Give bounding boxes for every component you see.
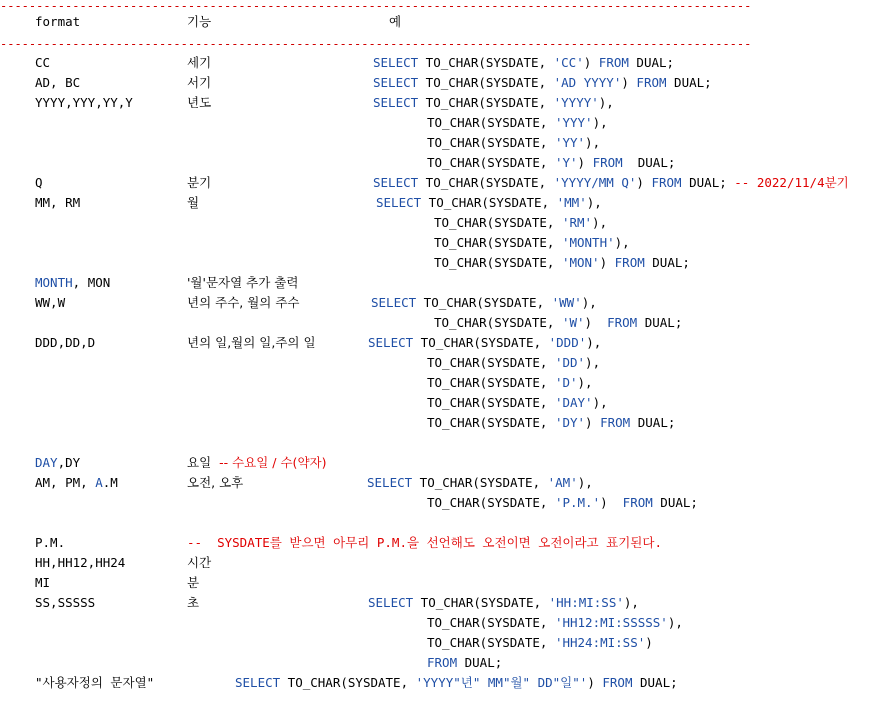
format-ad: AD, BC (35, 75, 81, 90)
format-month: MONTH, MON (35, 275, 111, 290)
feature-hh: 시간 (187, 555, 212, 570)
format-am: AM, PM, A.M (35, 475, 118, 490)
code-am-1: SELECT TO_CHAR(SYSDATE, 'AM'), (367, 475, 593, 490)
format-mm: MM, RM (35, 195, 81, 210)
format-yyyy: YYYY,YYY,YY,Y (35, 95, 133, 110)
code-ss-4: FROM DUAL; (427, 655, 503, 670)
comment-day: -- 수요일 / 수(약자) (219, 455, 327, 470)
feature-ss: 초 (187, 595, 200, 610)
comment-pm: -- SYSDATE를 받으면 아무리 P.M.을 선언해도 오전이면 오전이라고 표기된다. (187, 535, 662, 550)
code-mm-2: TO_CHAR(SYSDATE, 'RM'), (434, 215, 608, 230)
feature-am: 오전, 오후 (187, 475, 244, 490)
format-ss: SS,SSSSS (35, 595, 96, 610)
feature-ddd: 년의 일,월의 일,주의 일 (187, 335, 316, 350)
feature-mm: 월 (187, 195, 200, 210)
code-yyyy-1: SELECT TO_CHAR(SYSDATE, 'YYYY'), (373, 95, 614, 110)
code-mm-1: SELECT TO_CHAR(SYSDATE, 'MM'), (376, 195, 602, 210)
code-ww-1: SELECT TO_CHAR(SYSDATE, 'WW'), (371, 295, 597, 310)
feature-ad: 서기 (187, 75, 212, 90)
format-mi: MI (35, 575, 51, 590)
header-example: 예 (389, 14, 402, 29)
feature-day: 요일 -- 수요일 / 수(약자) (187, 455, 327, 470)
feature-q: 분기 (187, 175, 212, 190)
feature-cc: 세기 (187, 55, 212, 70)
code-ad: SELECT TO_CHAR(SYSDATE, 'AD YYYY') FROM DUAL; (373, 75, 712, 90)
top-divider: -------------------------------------------------------------------------------------------------------- (0, 0, 752, 13)
code-cc: SELECT TO_CHAR(SYSDATE, 'CC') FROM DUAL; (373, 55, 675, 70)
format-custom: "사용자정의 문자열" (35, 675, 155, 690)
feature-ww: 년의 주수, 월의 주수 (187, 295, 300, 310)
code-yyyy-3: TO_CHAR(SYSDATE, 'YY'), (427, 135, 601, 150)
header-feature: 기능 (187, 14, 212, 29)
code-ss-1: SELECT TO_CHAR(SYSDATE, 'HH:MI:SS'), (368, 595, 639, 610)
code-ddd-2: TO_CHAR(SYSDATE, 'DD'), (427, 355, 601, 370)
code-ddd-4: TO_CHAR(SYSDATE, 'DAY'), (427, 395, 608, 410)
feature-month: '월'문자열 추가 출력 (187, 275, 299, 290)
format-cc: CC (35, 55, 51, 70)
code-ss-3: TO_CHAR(SYSDATE, 'HH24:MI:SS') (427, 635, 653, 650)
feature-mi: 분 (187, 575, 200, 590)
header-divider: -------------------------------------------------------------------------------------------------------- (0, 37, 752, 51)
format-pm: P.M. (35, 535, 66, 550)
code-ddd-5: TO_CHAR(SYSDATE, 'DY') FROM DUAL; (427, 415, 676, 430)
code-mm-4: TO_CHAR(SYSDATE, 'MON') FROM DUAL; (434, 255, 690, 270)
code-ddd-3: TO_CHAR(SYSDATE, 'D'), (427, 375, 593, 390)
header-format: format (35, 14, 81, 29)
code-ss-2: TO_CHAR(SYSDATE, 'HH12:MI:SSSSS'), (427, 615, 683, 630)
code-yyyy-2: TO_CHAR(SYSDATE, 'YYY'), (427, 115, 608, 130)
code-ddd-1: SELECT TO_CHAR(SYSDATE, 'DDD'), (368, 335, 602, 350)
format-q: Q (35, 175, 43, 190)
format-ww: WW,W (35, 295, 66, 310)
code-mm-3: TO_CHAR(SYSDATE, 'MONTH'), (434, 235, 630, 250)
format-ddd: DDD,DD,D (35, 335, 96, 350)
format-day: DAY,DY (35, 455, 81, 470)
code-q: SELECT TO_CHAR(SYSDATE, 'YYYY/MM Q') FROM DUAL; -- 2022/11/4분기 (373, 175, 849, 190)
code-am-2: TO_CHAR(SYSDATE, 'P.M.') FROM DUAL; (427, 495, 698, 510)
code-custom: SELECT TO_CHAR(SYSDATE, 'YYYY"년" MM"월" DD"일"') FROM DUAL; (235, 675, 678, 690)
code-yyyy-4: TO_CHAR(SYSDATE, 'Y') FROM DUAL; (427, 155, 676, 170)
code-ww-2: TO_CHAR(SYSDATE, 'W') FROM DUAL; (434, 315, 683, 330)
feature-yyyy: 년도 (187, 95, 212, 110)
format-hh: HH,HH12,HH24 (35, 555, 126, 570)
